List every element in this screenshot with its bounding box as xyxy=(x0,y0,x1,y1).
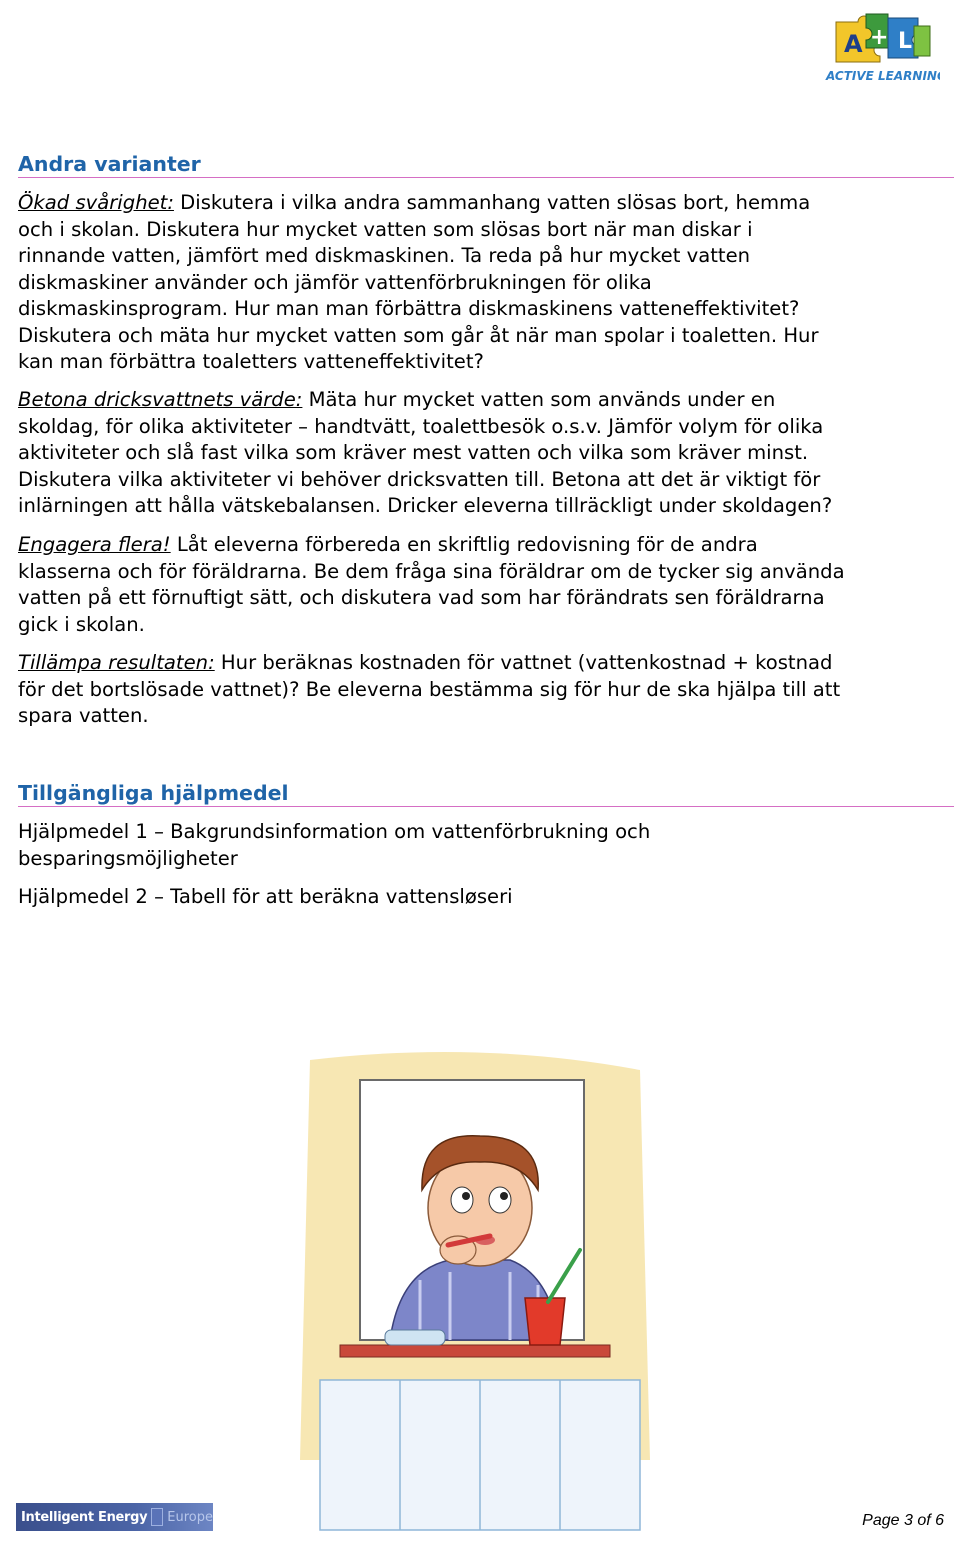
boy-brushing-teeth-illustration xyxy=(280,1040,680,1540)
text-line: Diskutera och mäta hur mycket vatten som går åt när man spolar i toaletten. Hur xyxy=(18,323,819,347)
text-line: inlärningen att hålla vätskebalansen. Dricker eleverna tillräckligt under skoldagen? xyxy=(18,494,833,517)
paragraph-label: Tillämpa resultaten: xyxy=(18,651,215,674)
text-line: Hjälpmedel 2 – Tabell för att beräkna vattensløseri xyxy=(18,885,513,908)
footer-logo-text: Intelligent Energy xyxy=(21,1509,148,1525)
paragraph-label: Betona dricksvattnets värde: xyxy=(18,388,303,411)
text-line: aktiviteter och slå fast vilka som kräver mest vatten och vilka som kräver minst. xyxy=(18,441,809,464)
logo-text: ACTIVE LEARNING xyxy=(826,69,940,83)
svg-text:L: L xyxy=(898,29,913,54)
svg-text:A: A xyxy=(844,30,863,58)
paragraph-label: Engagera flera! xyxy=(18,533,171,556)
svg-text:+: + xyxy=(870,25,889,50)
text-line: diskmaskinsprogram. Hur man man förbättra diskmaskinens vatteneffektivitet? xyxy=(18,297,800,320)
text-line: spara vatten. xyxy=(18,704,149,727)
footer-logo-text-europe: Europe xyxy=(167,1509,213,1525)
text-line: klasserna och för föräldrarna. Be dem fråga sina föräldrar om de tycker sig använda xyxy=(18,559,845,583)
text-line: Hur beräknas kostnaden för vattnet (vattenkostnad + kostnad xyxy=(214,651,833,674)
text-line: vatten på ett förnuftigt sätt, och diskutera vad som har förändrats sen föräldrarna xyxy=(18,586,825,609)
section-heading-andra-varianter xyxy=(18,151,954,178)
active-learning-logo xyxy=(822,8,940,88)
text-line: gick i skolan. xyxy=(18,612,145,636)
section-heading-text: Tillgängliga hjälpmedel xyxy=(18,781,289,805)
text-line: diskmaskiner använder och jämför vattenförbrukningen för olika xyxy=(18,270,652,294)
paragraph-okad-svarighet xyxy=(18,190,948,376)
section-heading-tillgangliga-hjalpmedel xyxy=(18,780,954,807)
text-line: Diskutera i vilka andra sammanhang vatten slösas bort, hemma xyxy=(173,191,811,214)
text-line: skoldag, för olika aktiviteter – handtvätt, toalettbesök o.s.v. Jämför volym för olika xyxy=(18,414,824,438)
text-line: kan man förbättra toaletters vatteneffektivitet? xyxy=(18,350,484,373)
resource-item-2 xyxy=(18,884,948,911)
text-line: för det bortslösade vattnet)? Be eleverna bestämma sig för hur de ska hjälpa till att xyxy=(18,677,841,701)
text-line: och i skolan. Diskutera hur mycket vatten som slösas bort när man diskar i xyxy=(18,217,753,241)
intelligent-energy-europe-logo xyxy=(16,1503,213,1531)
text-line: Hjälpmedel 1 – Bakgrundsinformation om vattenförbrukning och xyxy=(18,820,651,843)
text-line: Låt eleverna förbereda en skriftlig redovisning för de andra xyxy=(170,533,758,556)
paragraph-label: Ökad svårighet: xyxy=(18,191,174,214)
section-heading-text: Andra varianter xyxy=(18,152,201,176)
eu-flag-icon xyxy=(151,1508,163,1526)
text-line: rinnande vatten, jämfört med diskmaskinen. Ta reda på hur mycket vatten xyxy=(18,244,751,267)
text-line: besparingsmöjligheter xyxy=(18,846,238,870)
resource-item-1 xyxy=(18,819,948,872)
paragraph-tillampa-resultaten xyxy=(18,650,948,730)
page-number: Page 3 of 6 xyxy=(862,1512,944,1529)
paragraph-engagera-flera xyxy=(18,532,948,638)
text-line: Diskutera vilka aktiviteter vi behöver dricksvatten till. Betona att det är viktigt för xyxy=(18,467,821,491)
text-line: Mäta hur mycket vatten som används under en xyxy=(302,388,776,411)
paragraph-betona-dricksvattnets-varde xyxy=(18,387,948,520)
